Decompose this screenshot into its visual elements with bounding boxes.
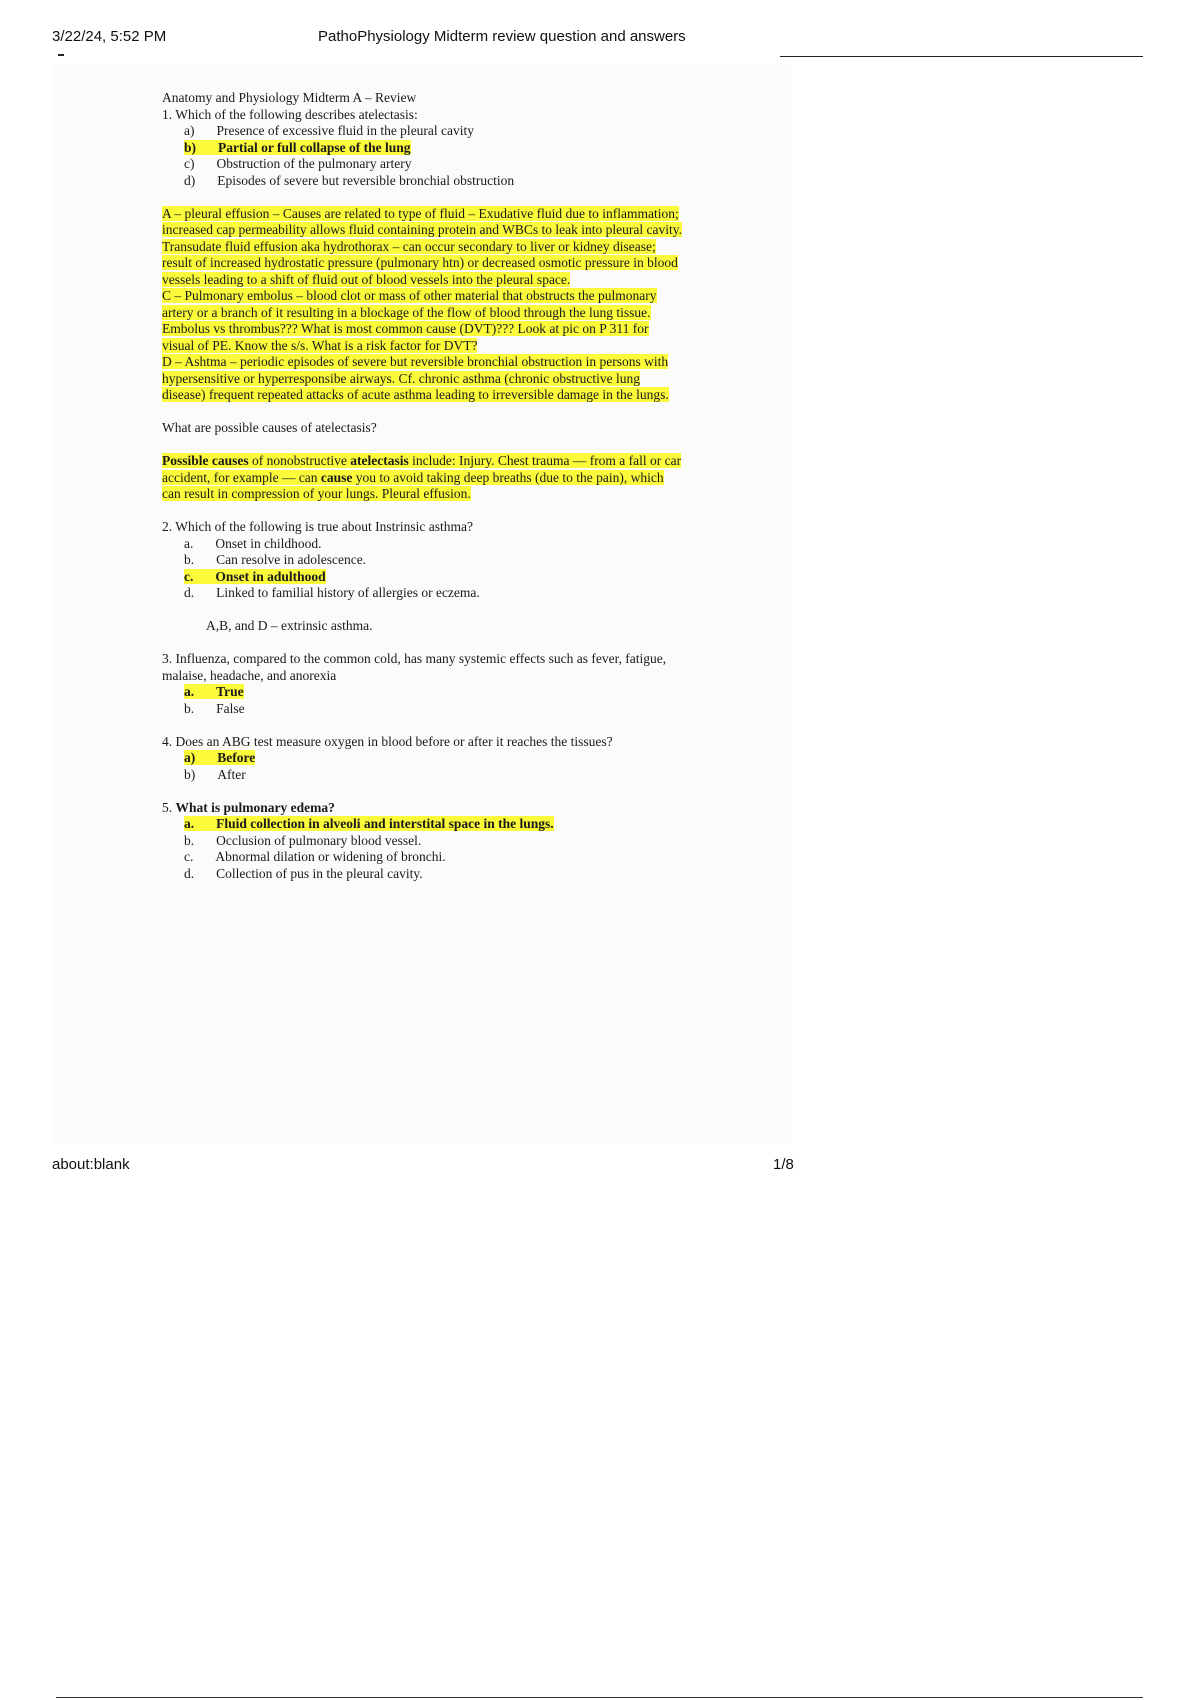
q1-explanation-d: D – Ashtma – periodic episodes of severe but reversible bronchial obstruction in persons with hypersensitive or hyperresponsibe airways. Cf. chronic asthma (chronic obstructive lung disease) frequent repeated attacks of acute asthma leading to irreversible damage in the lungs. [162,354,669,402]
q1-option-b-correct: b) Partial or full collapse of the lung [184,139,411,155]
q5-option-b: b. Occlusion of pulmonary blood vessel. [184,832,422,848]
print-title: PathoPhysiology Midterm review question and answers [318,28,686,45]
q3-options [162,684,682,717]
q1-options [162,123,682,189]
q2-option-b: b. Can resolve in adolescence. [184,552,367,567]
q5-option-c: c. Abnormal dilation or widening of bronchi. [184,849,446,864]
q5-option-a-correct: a. Fluid collection in alveoli and interstital space in the lungs. [184,816,554,831]
q4-option-a-correct: a) Before [184,750,256,765]
q1-explanation-c: C – Pulmonary embolus – blood clot or mass of other material that obstructs the pulmonary artery or a branch of it resulting in a blockage of the flow of blood through the lung tissue. Embolus vs thrombus??? What is most common cause (DVT)??? Look at pic on P 311 for visual of PE. Know the s/s. What is a risk factor for DVT? [162,288,657,353]
q2-option-d: d. Linked to familial history of allergies or eczema. [184,585,480,600]
question-2: 2. Which of the following is true about Instrinsic asthma? [162,519,473,534]
question-1: 1. Which of the following describes atelectasis: [162,106,418,122]
print-footer-page: 1/8 [773,1156,794,1173]
header-rule [780,56,1143,57]
q1-option-d: d) Episodes of severe but reversible bronchial obstruction [184,172,515,188]
q4-options [162,750,682,783]
q4-option-b: b) After [184,766,246,782]
q2-option-a: a. Onset in childhood. [184,535,322,551]
q1-explanation-a: A – pleural effusion – Causes are related to type of fluid – Exudative fluid due to inflammation; increased cap permeability allows fluid containing protein and WBCs to leak into pleural cavity. Transudate fluid effusion aka hydrothorax – can occur secondary to liver or kidney disease; result of increased hydrostatic pressure (pulmonary htn) or decreased osmotic pressure in blood vessels leading to a shift of fluid out of blood vessels into the pleural space. [162,205,682,287]
q1-followup: What are possible causes of atelectasis? [162,420,377,435]
q5-options [162,816,682,882]
doc-heading: Anatomy and Physiology Midterm A – Review [162,90,417,105]
q2-note: A,B, and D – extrinsic asthma. [206,618,373,633]
document-content [162,90,682,882]
q3-option-b: b. False [184,700,245,716]
bottom-rule [56,1697,1143,1698]
print-footer-url: about:blank [52,1156,130,1173]
q2-option-c-correct: c. Onset in adulthood [184,568,326,584]
q1-option-a: a) Presence of excessive fluid in the pleural cavity [184,123,475,138]
q1-option-c: c) Obstruction of the pulmonary artery [184,156,412,171]
q5-option-d: d. Collection of pus in the pleural cavity. [184,865,423,881]
question-5: 5. What is pulmonary edema? [162,799,335,815]
header-dash [58,54,64,56]
question-3: 3. Influenza, compared to the common cold, has many systemic effects such as fever, fatigue, malaise, headache, and anorexia [162,651,667,683]
question-4: 4. Does an ABG test measure oxygen in blood before or after it reaches the tissues? [162,733,613,749]
q2-options [162,536,682,602]
print-datetime: 3/22/24, 5:52 PM [52,28,167,45]
q1-causes: Possible causes of nonobstructive atelectasis include: Injury. Chest trauma — from a fall or car accident, for example — can cause you to avoid taking deep breaths (due to the pain), which can result in compression of your lungs. Pleural effusion. [162,453,682,501]
q3-option-a-correct: a. True [184,684,244,699]
